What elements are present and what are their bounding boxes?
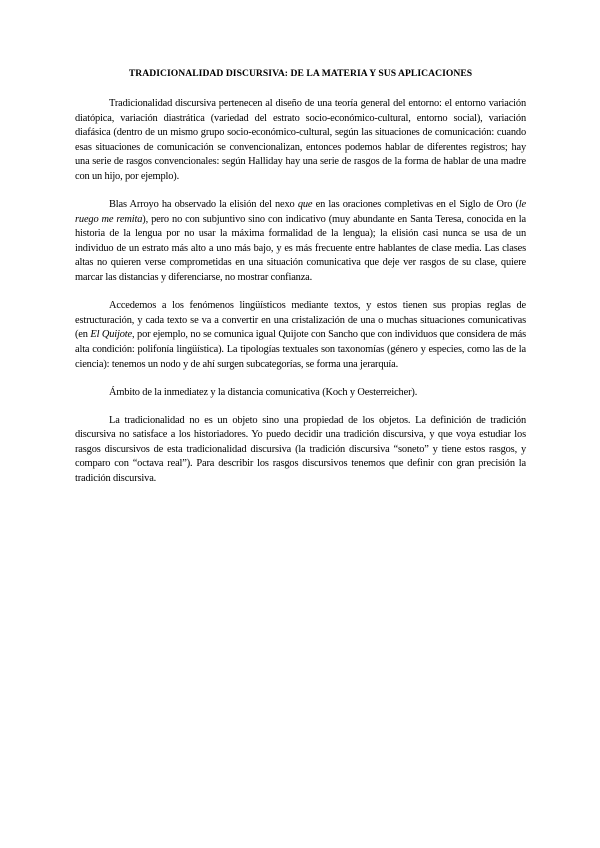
paragraph-2-segment: en las oraciones completivas en el Siglo de Oro ( (312, 199, 519, 211)
paragraph-2-segment: ), pero no con subjuntivo sino con indicativo (muy abundante en Santa Teresa, conocida en la historia de la lengua por no usar la máxima formalidad de la lengua); la elisión casi nunca se usa de un individuo de un estrato más alto a uno más bajo, y es más frecuente entre hablantes de clase media. Las clases altas no quieren verse comprometidas en una situación comunicativa que deje ver rasgos de su clase, quiere marcar las distancias y diferenciarse, no mostrar confianza. (75, 213, 526, 284)
paragraph-4 (75, 386, 526, 401)
paragraph-2 (75, 198, 526, 286)
paragraph-1-text: Tradicionalidad discursiva pertenecen al diseño de una teoría general del entorno: el entorno variación diatópica, variación diastrática (variedad del estrato socio-económico-cultural, entorno social), variación diafásica (dentro de un mismo grupo socio-económico-cultural, según las situaciones de comunicación: cuando esas situaciones de comunicación se convencionalizan, entonces podemos hablar de diferentes registros; hay una serie de rasgos convencionales: según Halliday hay una serie de rasgos de la forma de hablar de una madre con un hijo, por ejemplo). (75, 98, 526, 182)
paragraph-5 (75, 414, 526, 487)
paragraph-2-segment: Blas Arroyo ha observado la elisión del nexo (109, 199, 298, 211)
paragraph-2-italic-que: que (297, 199, 313, 211)
paragraph-3-segment: , por ejemplo, no se comunica igual Quijote con Sancho que con individuos que considera de más alta condición: polifonía lingüística). La tipologías textuales son taxonomías (género y especies, como las de la ciencia): tenemos un nodo y de ahí surgen subcategorías, se forma una jerarquía. (75, 329, 527, 370)
paragraph-5-text: La tradicionalidad no es un objeto sino una propiedad de los objetos. La definición de tradición discursiva no satisface a los historiadores. Yo puedo decidir una tradición discursiva, y que voya estudiar los rasgos discursivos de esta tradicionalidad discursiva (la tradición discursiva “soneto” y tiene estos rasgos, y comparo con “octava real”). Para describir los rasgos discursivos tenemos que definir con gran precisión la tradición discursiva. (75, 414, 526, 485)
paragraph-3 (75, 299, 526, 372)
paragraph-1 (75, 97, 526, 185)
paragraph-3-italic-title: El Quijote (90, 329, 133, 341)
document-title: TRADICIONALIDAD DISCURSIVA: DE LA MATERIA Y SUS APLICACIONES (128, 68, 473, 79)
paragraph-3-segment: Accedemos a los fenómenos lingüísticos mediante textos, y estos tienen sus propias reglas de estructuración, y cada texto se va a convertir en una cristalización de una o muchas situaciones comunicativas (en (75, 300, 526, 341)
paragraph-2-italic-example: le ruego me remita (75, 199, 526, 225)
document-page (75, 68, 526, 500)
paragraph-4-text: Ámbito de la inmediatez y la distancia comunicativa (Koch y Oesterreicher). (109, 386, 418, 398)
